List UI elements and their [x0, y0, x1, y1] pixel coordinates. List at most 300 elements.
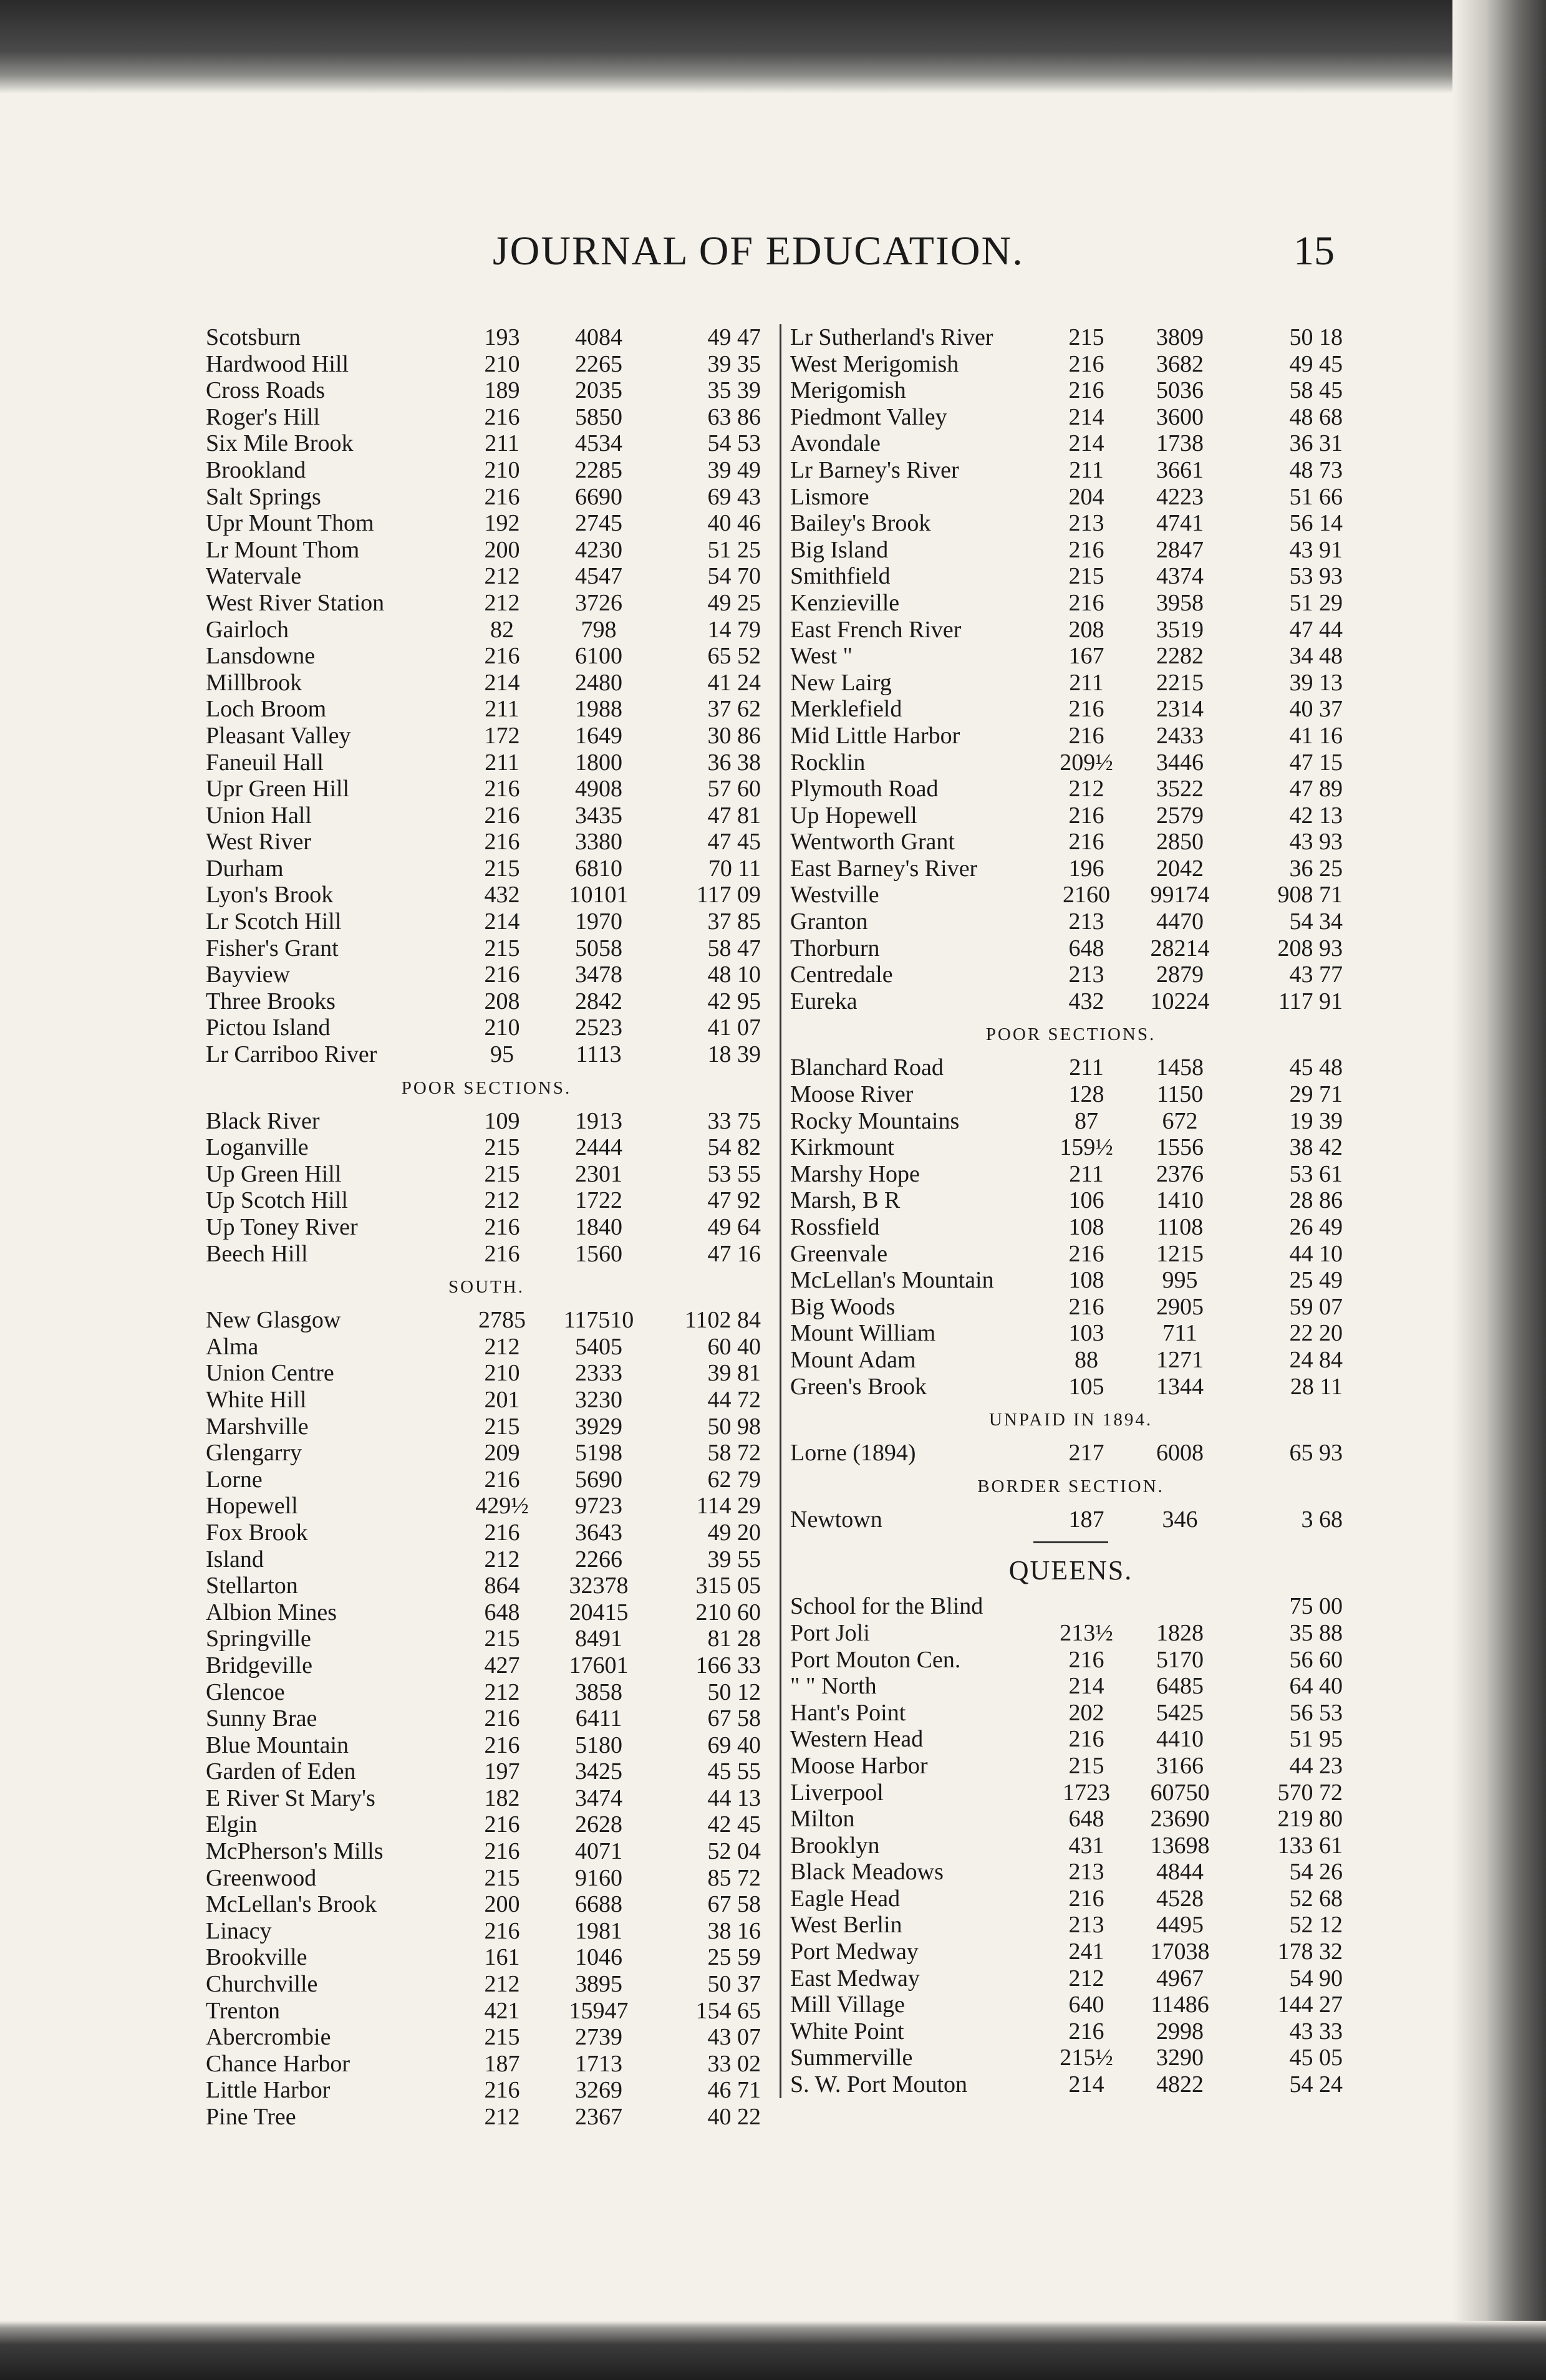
days-value: 648 [484, 1599, 520, 1626]
days-value: 211 [1069, 669, 1104, 696]
table-row [206, 1679, 767, 1706]
attendance-value [1121, 1593, 1239, 1620]
grant-amount: 48 10 [707, 961, 761, 988]
section-name: Granton [790, 908, 868, 935]
table-row [206, 1414, 767, 1440]
section-name: Brookville [206, 1944, 307, 1971]
attendance-value: 2314 [1156, 696, 1204, 723]
days-value: 2785 [478, 1307, 526, 1334]
days-value: 105 [1068, 1373, 1104, 1400]
attendance-value: 5425 [1156, 1699, 1204, 1726]
table-row [206, 1705, 767, 1732]
table-row [790, 1912, 1351, 1939]
grant-amount: 44 13 [707, 1785, 761, 1811]
days-value: 212 [484, 1187, 520, 1214]
table-row [790, 961, 1351, 988]
days-value: 214 [1068, 403, 1104, 430]
section-name: Westville [790, 882, 879, 908]
grant-amount: 37 62 [707, 696, 761, 723]
days-value: 202 [1068, 1699, 1104, 1726]
section-name: Durham [206, 855, 284, 882]
table-row [790, 1726, 1351, 1753]
unpaid-heading: UNPAID IN 1894. [988, 1410, 1153, 1430]
section-name: Eagle Head [790, 1885, 901, 1912]
days-value: 215 [484, 1864, 520, 1891]
grant-amount: 70 11 [708, 855, 761, 882]
days-value: 215 [484, 935, 520, 961]
section-name: Alma [206, 1333, 259, 1360]
days-value: 215 [484, 2024, 520, 2051]
grant-amount: 50 98 [707, 1413, 761, 1440]
grant-amount: 44 23 [1289, 1752, 1343, 1779]
attendance-value: 3519 [1156, 616, 1204, 643]
attendance-value: 4374 [1156, 563, 1204, 590]
section-name: Centredale [790, 961, 893, 988]
section-name: Brookland [206, 456, 306, 483]
table-row [206, 696, 767, 723]
grant-amount: 59 07 [1289, 1293, 1343, 1320]
days-value: 106 [1068, 1187, 1104, 1214]
table-row [206, 1387, 767, 1414]
days-value: 427 [484, 1652, 520, 1679]
section-name: Rocky Mountains [790, 1107, 960, 1134]
table-row [206, 1520, 767, 1546]
section-name: Brooklyn [790, 1832, 880, 1859]
queens-table [790, 1593, 1351, 2098]
attendance-value: 3446 [1156, 749, 1204, 776]
days-value: 216 [1068, 802, 1104, 829]
attendance-value: 4230 [575, 536, 622, 563]
section-name: Beech Hill [206, 1240, 308, 1267]
days-value: 216 [1068, 829, 1104, 855]
attendance-value: 1344 [1156, 1373, 1204, 1400]
days-value: 212 [484, 1679, 520, 1705]
table-row [790, 1081, 1351, 1108]
attendance-value: 23690 [1150, 1806, 1210, 1833]
section-name: Kirkmount [790, 1134, 894, 1161]
days-value: 212 [1068, 776, 1104, 802]
grant-amount: 219 80 [1277, 1806, 1343, 1833]
table-row [790, 2018, 1351, 2045]
table-row [790, 1992, 1351, 2018]
grant-amount: 51 25 [707, 536, 761, 563]
days-value: 167 [1068, 643, 1104, 670]
attendance-value: 1271 [1156, 1346, 1204, 1373]
section-name: Hardwood Hill [206, 350, 349, 377]
section-name: West Merigomish [790, 350, 959, 377]
table-row [790, 643, 1351, 670]
attendance-value: 4071 [575, 1838, 622, 1865]
attendance-value: 2301 [575, 1160, 622, 1187]
grant-amount: 36 25 [1289, 855, 1343, 882]
attendance-value: 11486 [1151, 1992, 1209, 2018]
attendance-value: 4547 [575, 563, 622, 590]
grant-amount: 34 48 [1289, 643, 1343, 670]
attendance-value: 3858 [575, 1679, 622, 1705]
grant-amount: 43 77 [1289, 961, 1343, 988]
grant-amount: 47 16 [707, 1240, 761, 1267]
attendance-value: 3958 [1156, 589, 1204, 616]
table-row [790, 1833, 1351, 1859]
days-value: 210 [484, 456, 520, 483]
grant-amount: 45 55 [707, 1758, 761, 1785]
grant-amount: 144 27 [1277, 1992, 1343, 2018]
table-row [790, 988, 1351, 1015]
grant-amount: 67 58 [707, 1891, 761, 1918]
table-row [206, 1161, 767, 1188]
section-name: Plymouth Road [790, 776, 939, 802]
table-row [790, 324, 1351, 351]
section-name: Churchville [206, 1971, 318, 1998]
grant-amount: 42 45 [707, 1811, 761, 1838]
section-name: Glencoe [206, 1679, 285, 1705]
days-value: 216 [1068, 377, 1104, 404]
section-name: Merigomish [790, 377, 906, 404]
table-row [790, 1134, 1351, 1161]
section-name: Garden of Eden [206, 1758, 356, 1785]
table-row [790, 404, 1351, 431]
table-row [790, 776, 1351, 802]
attendance-value: 2285 [575, 456, 622, 483]
table-row [790, 723, 1351, 749]
attendance-value: 5170 [1156, 1646, 1204, 1673]
table-row [790, 590, 1351, 617]
grant-amount: 38 16 [707, 1917, 761, 1944]
grant-amount: 33 75 [707, 1107, 761, 1134]
attendance-value: 5058 [575, 935, 622, 961]
attendance-value: 6008 [1156, 1440, 1204, 1467]
table-row [790, 457, 1351, 484]
attendance-value: 1713 [575, 2050, 622, 2077]
days-value: 216 [1068, 2018, 1104, 2045]
days-value: 429½ [475, 1493, 529, 1520]
attendance-value: 3661 [1156, 456, 1204, 483]
grant-amount: 36 31 [1289, 430, 1343, 457]
section-name: Lansdowne [206, 643, 316, 670]
grant-amount: 117 91 [1278, 988, 1343, 1014]
days-value: 212 [484, 589, 520, 616]
table-row [790, 696, 1351, 723]
table-row [790, 617, 1351, 643]
section-name: Upr Green Hill [206, 776, 350, 802]
table-row [790, 1054, 1351, 1081]
attendance-value: 10101 [569, 882, 629, 908]
table-row [790, 670, 1351, 696]
grant-amount: 69 40 [707, 1732, 761, 1758]
days-value: 215 [484, 1413, 520, 1440]
table-row [206, 1599, 767, 1626]
grant-amount: 117 09 [696, 882, 761, 908]
days-value: 216 [1068, 1646, 1104, 1673]
grant-amount: 43 07 [707, 2024, 761, 2051]
table-row [206, 1838, 767, 1865]
days-value: 95 [490, 1041, 514, 1068]
table-row [206, 749, 767, 776]
section-name: Blue Mountain [206, 1732, 349, 1758]
table-row [206, 1811, 767, 1838]
section-name: Faneuil Hall [206, 749, 324, 776]
attendance-value: 9723 [575, 1493, 622, 1520]
border-table [790, 1506, 1351, 1533]
attendance-value: 1113 [576, 1041, 622, 1068]
table-row [206, 351, 767, 378]
grant-amount: 1102 84 [684, 1307, 761, 1334]
left-main-table [206, 324, 767, 1068]
attendance-value: 8491 [575, 1626, 622, 1652]
attendance-value: 32378 [569, 1573, 629, 1599]
table-row [790, 537, 1351, 564]
attendance-value: 1215 [1156, 1240, 1204, 1267]
section-name: Rossfield [790, 1214, 880, 1240]
grant-amount: 54 24 [1289, 2071, 1343, 2098]
page-header [206, 228, 1335, 284]
days-value: 216 [1068, 1726, 1104, 1753]
attendance-value: 2215 [1156, 669, 1204, 696]
attendance-value: 4495 [1156, 1912, 1204, 1939]
table-row [790, 855, 1351, 882]
attendance-value: 3682 [1156, 350, 1204, 377]
section-name: Green's Brook [790, 1373, 927, 1400]
attendance-value: 1046 [575, 1944, 622, 1971]
attendance-value: 2905 [1156, 1293, 1204, 1320]
attendance-value: 2739 [575, 2024, 622, 2051]
attendance-value: 3474 [575, 1785, 622, 1811]
section-name: Scotsburn [206, 324, 301, 350]
section-name: West River [206, 829, 311, 855]
section-name: Up Scotch Hill [206, 1187, 348, 1214]
attendance-value: 2367 [575, 2104, 622, 2130]
section-name: Sunny Brae [206, 1705, 317, 1732]
attendance-value: 2042 [1156, 855, 1204, 882]
left-poor-sections-heading: POOR SECTIONS. [401, 1077, 572, 1098]
table-row [790, 1673, 1351, 1700]
days-value: 216 [484, 2077, 520, 2104]
attendance-value: 3895 [575, 1971, 622, 1998]
attendance-value: 2745 [575, 510, 622, 537]
table-row [790, 882, 1351, 908]
grant-amount: 154 65 [695, 1997, 761, 2024]
days-value: 1723 [1063, 1779, 1110, 1806]
days-value: 213½ [1060, 1619, 1113, 1646]
attendance-value: 28214 [1150, 935, 1210, 961]
section-name: White Point [790, 2018, 904, 2045]
section-name: Mill Village [790, 1992, 905, 2018]
table-row [206, 2104, 767, 2131]
section-name: Pine Tree [206, 2104, 296, 2130]
table-row [206, 1865, 767, 1892]
days-value: 204 [1068, 483, 1104, 510]
days-value: 431 [1068, 1832, 1104, 1859]
days-value: 2160 [1063, 882, 1110, 908]
days-value: 216 [484, 829, 520, 855]
border-section-heading: BORDER SECTION. [977, 1476, 1164, 1496]
grant-amount: 44 10 [1289, 1240, 1343, 1267]
section-name: Lyon's Brook [206, 882, 334, 908]
days-value: 192 [484, 510, 520, 537]
attendance-value: 5690 [575, 1466, 622, 1493]
table-row [206, 855, 767, 882]
scan-bottom-edge [0, 2321, 1546, 2380]
days-value: 87 [1075, 1107, 1098, 1134]
table-row [206, 537, 767, 564]
days-value: 208 [484, 988, 520, 1014]
section-name: Port Joli [790, 1619, 870, 1646]
days-value: 241 [1068, 1939, 1104, 1965]
table-row [206, 723, 767, 749]
table-row [206, 430, 767, 457]
days-value: 88 [1075, 1346, 1098, 1373]
grant-amount: 54 53 [707, 430, 761, 457]
days-value: 215 [1068, 563, 1104, 590]
grant-amount: 39 35 [707, 350, 761, 377]
attendance-value: 17601 [569, 1652, 629, 1679]
attendance-value: 2879 [1156, 961, 1204, 988]
scan-top-edge [0, 0, 1546, 94]
grant-amount: 48 68 [1289, 403, 1343, 430]
section-name: New Glasgow [206, 1307, 341, 1334]
attendance-value: 1738 [1156, 430, 1204, 457]
days-value: 213 [1068, 961, 1104, 988]
attendance-value: 6100 [575, 643, 622, 670]
days-value: 209 [484, 1440, 520, 1467]
grant-amount: 41 24 [707, 669, 761, 696]
attendance-value: 1913 [575, 1107, 622, 1134]
right-poor-sections-heading: POOR SECTIONS. [985, 1024, 1156, 1045]
left-poor-table [206, 1108, 767, 1268]
grant-amount: 39 13 [1289, 669, 1343, 696]
section-name: West Berlin [790, 1912, 902, 1939]
section-name: Bridgeville [206, 1652, 312, 1679]
queens-heading: QUEENS. [1008, 1555, 1133, 1586]
days-value: 211 [1069, 1160, 1104, 1187]
table-row [790, 1780, 1351, 1806]
grant-amount: 114 29 [696, 1493, 761, 1520]
grant-amount: 166 33 [695, 1652, 761, 1679]
attendance-value: 4084 [575, 324, 622, 350]
attendance-value: 3726 [575, 589, 622, 616]
table-row [790, 1108, 1351, 1135]
grant-amount: 51 66 [1289, 483, 1343, 510]
grant-amount: 43 33 [1289, 2018, 1343, 2045]
table-row [790, 1320, 1351, 1347]
attendance-value: 995 [1162, 1267, 1198, 1294]
section-name: Gairloch [206, 616, 289, 643]
section-name: Lr Mount Thom [206, 536, 360, 563]
attendance-value: 2265 [575, 350, 622, 377]
table-row [790, 749, 1351, 776]
days-value: 211 [485, 749, 519, 776]
attendance-value: 1722 [575, 1187, 622, 1214]
section-name: Up Hopewell [790, 802, 917, 829]
table-row [790, 802, 1351, 829]
days-value: 214 [1068, 2071, 1104, 2098]
table-row [790, 1241, 1351, 1268]
section-name: McLellan's Mountain [790, 1267, 994, 1294]
attendance-value: 3522 [1156, 776, 1204, 802]
table-row [206, 1187, 767, 1214]
attendance-value: 2333 [575, 1360, 622, 1387]
days-value: 211 [485, 696, 519, 723]
attendance-value: 2282 [1156, 643, 1204, 670]
table-row [206, 563, 767, 590]
table-row [206, 377, 767, 404]
table-row [790, 1187, 1351, 1214]
days-value: 214 [484, 908, 520, 935]
table-row [206, 1944, 767, 1971]
attendance-value: 2523 [575, 1014, 622, 1041]
attendance-value: 117510 [563, 1307, 634, 1334]
table-row [790, 1965, 1351, 1992]
grant-amount: 28 11 [1290, 1373, 1343, 1400]
section-name: Millbrook [206, 669, 302, 696]
table-row [206, 988, 767, 1015]
table-row [790, 351, 1351, 378]
attendance-value: 2035 [575, 377, 622, 404]
table-row [206, 882, 767, 908]
days-value: 432 [1068, 988, 1104, 1014]
table-row [206, 1652, 767, 1679]
right-main-table [790, 324, 1351, 1014]
days-value: 172 [484, 722, 520, 749]
grant-amount: 42 13 [1289, 802, 1343, 829]
grant-amount: 37 85 [707, 908, 761, 935]
table-row [790, 563, 1351, 590]
section-name: New Lairg [790, 669, 892, 696]
table-row [790, 1267, 1351, 1294]
table-row [206, 457, 767, 484]
days-value: 216 [1068, 1885, 1104, 1912]
attendance-value: 2376 [1156, 1160, 1204, 1187]
days-value: 215 [484, 1626, 520, 1652]
section-name: Blanchard Road [790, 1054, 944, 1081]
grant-amount: 39 81 [707, 1360, 761, 1387]
section-name: Bayview [206, 961, 291, 988]
section-name: Loganville [206, 1134, 309, 1161]
days-value: 217 [1068, 1440, 1104, 1467]
grant-amount: 570 72 [1277, 1779, 1343, 1806]
table-row [206, 510, 767, 537]
days-value: 212 [484, 1333, 520, 1360]
section-name: Merklefield [790, 696, 902, 723]
days-value: 209½ [1060, 749, 1113, 776]
grant-amount: 35 88 [1289, 1619, 1343, 1646]
attendance-value: 3269 [575, 2077, 622, 2104]
days-value: 215 [1068, 1752, 1104, 1779]
grant-amount: 39 55 [707, 1546, 761, 1573]
table-row [206, 1546, 767, 1573]
table-row [790, 908, 1351, 935]
grant-amount: 33 02 [707, 2050, 761, 2077]
grant-amount: 47 44 [1289, 616, 1343, 643]
table-row [206, 935, 767, 962]
section-name: Lr Barney's River [790, 456, 959, 483]
table-row [790, 1374, 1351, 1400]
attendance-value: 4470 [1156, 908, 1204, 935]
section-name: Roger's Hill [206, 403, 321, 430]
days-value: 210 [484, 350, 520, 377]
journal-title: JOURNAL OF EDUCATION. [493, 228, 1024, 274]
grant-amount: 41 07 [707, 1014, 761, 1041]
grant-amount: 53 61 [1289, 1160, 1343, 1187]
section-name: Stellarton [206, 1573, 298, 1599]
section-name: Watervale [206, 563, 302, 590]
table-row [206, 776, 767, 802]
section-name: E River St Mary's [206, 1785, 375, 1811]
grant-amount: 54 82 [707, 1134, 761, 1161]
attendance-value: 2579 [1156, 802, 1204, 829]
table-row [206, 1014, 767, 1041]
days-value: 215½ [1060, 2045, 1113, 2071]
